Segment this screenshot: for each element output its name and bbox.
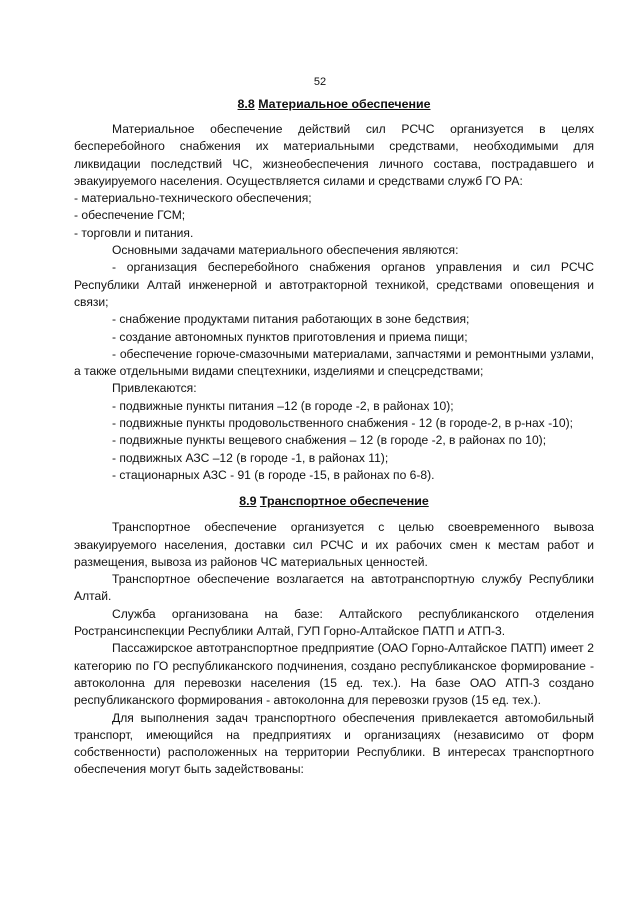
section-heading-material xyxy=(74,96,594,113)
transport-paragraph: Транспортное обеспечение возлагается на автотранспортную службу Республики Алтай. xyxy=(74,572,594,604)
page-content xyxy=(74,96,594,779)
section-number: 8.8 xyxy=(237,97,255,111)
task-item: - организация бесперебойного снабжения органов управления и сил РСЧС Республики Алтай инженерной и автотракторной техникой, средствами оповещения и связи; xyxy=(74,260,594,309)
section-number: 8.9 xyxy=(239,494,257,509)
page-number: 52 xyxy=(313,76,327,88)
service-item: - материально-технического обеспечения; xyxy=(74,191,312,206)
tasks-intro: Основными задачами материального обеспечения являются: xyxy=(112,243,459,258)
involved-label: Привлекаются: xyxy=(112,381,197,396)
transport-paragraph: Пассажирское автотранспортное предприятие (ОАО Горно-Алтайское ПАТП) имеет 2 категорию по ГО республиканского подчинения, создано республиканское формирование - автоколонна для перевозки населения (15 ед. тех.). На базе ОАО АТП-3 создано республиканского формирования - автоколонна для перевозки грузов (15 ед. тех.). xyxy=(74,641,594,708)
service-item: - торговли и питания. xyxy=(74,225,194,240)
transport-paragraph: Транспортное обеспечение организуется с целью своевременного вывоза эвакуируемого населения, доставки сил РСЧС и их рабочих смен к местам работ и размещения, вывоза из районов ЧС материальных ценностей. xyxy=(74,520,594,569)
section-heading-transport xyxy=(74,493,594,510)
involved-item: - подвижные пункты вещевого снабжения – 12 (в городе -2, в районах по 10); xyxy=(112,433,547,448)
involved-item: - подвижные пункты питания –12 (в городе -2, в районах 10); xyxy=(112,398,454,413)
transport-paragraph: Служба организована на базе: Алтайского республиканского отделения Ространсинспекции Республики Алтай, ГУП Горно-Алтайское ПАТП и АТП-3. xyxy=(74,606,594,639)
involved-item: - подвижные пункты продовольственного снабжения - 12 (в городе-2, в р-нах -10); xyxy=(112,416,573,431)
transport-paragraph: Для выполнения задач транспортного обеспечения привлекается автомобильный транспорт, имеющийся на предприятиях и организациях (независимо от форм собственности) расположенных на территории Республики. В интересах транспортного обеспечения могут быть задействованы: xyxy=(74,710,594,777)
task-item: - обеспечение горюче-смазочными материалами, запчастями и ремонтными узлами, а также отдельными видами спецтехники, изделиями и спецсредствами; xyxy=(74,346,594,379)
section-title: Материальное обеспечение xyxy=(258,97,431,111)
material-intro-paragraph: Материальное обеспечение действий сил РСЧС организуется в целях бесперебойного снабжения их материальными средствами, необходимыми для ликвидации последствий ЧС, жизнеобеспечения личного состава, пострадавшего и эвакуируемого населения. Осуществляется силами и средствами служб ГО РА: xyxy=(74,122,594,188)
involved-item: - подвижных АЗС –12 (в городе -1, в районах 11); xyxy=(112,450,389,465)
service-item: - обеспечение ГСМ; xyxy=(74,208,186,223)
task-item: - создание автономных пунктов приготовления и приема пищи; xyxy=(112,329,468,344)
involved-item: - стационарных АЗС - 91 (в городе -15, в районах по 6-8). xyxy=(112,467,435,482)
task-item: - снабжение продуктами питания работающих в зоне бедствия; xyxy=(112,312,470,327)
section-title: Транспортное обеспечение xyxy=(259,494,429,509)
